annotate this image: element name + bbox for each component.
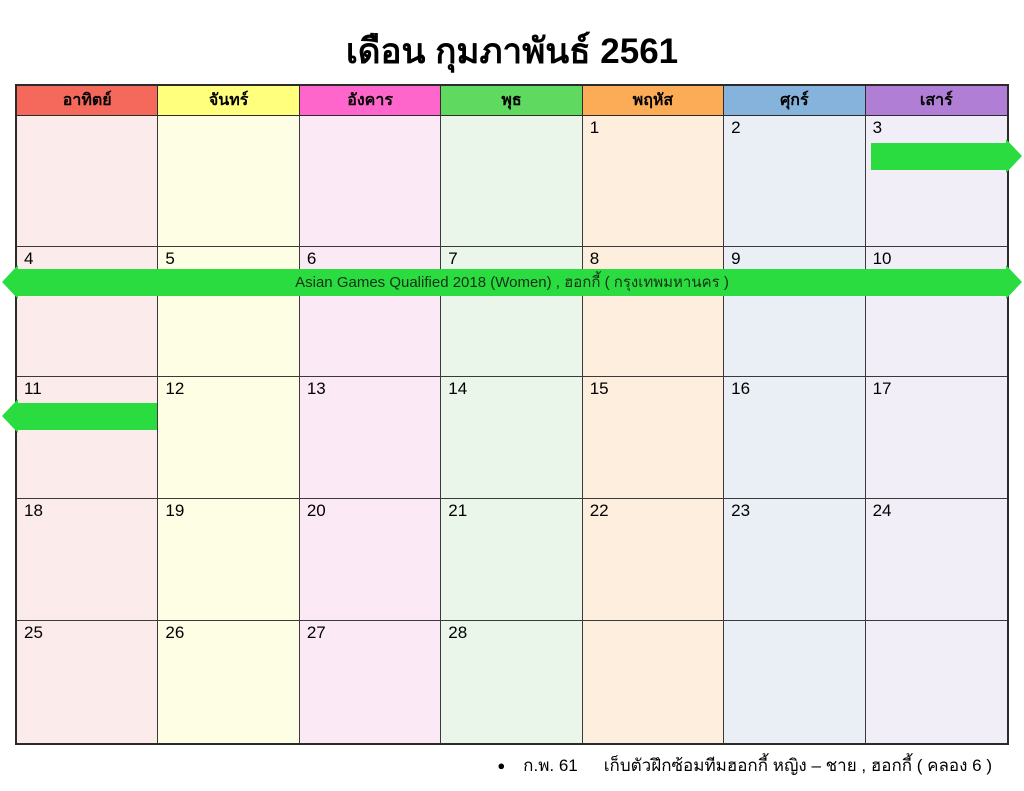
day-cell-13 xyxy=(300,377,441,499)
day-number: 16 xyxy=(731,379,751,398)
day-cell-12 xyxy=(158,377,299,499)
day-cell-17 xyxy=(866,377,1007,499)
day-number: 9 xyxy=(731,249,741,268)
footnote-date: ก.พ. 61 xyxy=(523,756,578,775)
arrow-left-icon xyxy=(2,399,18,433)
event-banner xyxy=(2,265,1022,299)
day-cell-2 xyxy=(724,116,865,247)
day-number: 6 xyxy=(306,249,317,268)
day-cell-26 xyxy=(158,621,299,743)
day-cell-28 xyxy=(441,621,582,743)
day-number: 24 xyxy=(872,501,892,520)
day-number: 19 xyxy=(165,501,185,520)
day-number: 27 xyxy=(306,623,326,642)
day-number: 3 xyxy=(872,118,883,137)
day-cell-20 xyxy=(300,499,441,621)
day-cell-14 xyxy=(441,377,582,499)
event-arrow-bar xyxy=(18,403,157,430)
footnote xyxy=(497,752,992,779)
day-number: 17 xyxy=(872,379,892,398)
day-number: 13 xyxy=(306,379,326,398)
day-number: 26 xyxy=(165,623,185,642)
day-number: 28 xyxy=(448,623,468,642)
day-cell-1 xyxy=(583,116,724,247)
day-number: 5 xyxy=(165,249,175,268)
day-cell-23 xyxy=(724,499,865,621)
day-cell-21 xyxy=(441,499,582,621)
day-header-6: ศุกร์ xyxy=(724,86,865,116)
day-cell-11 xyxy=(17,377,158,499)
day-number: 11 xyxy=(24,379,42,398)
calendar-table xyxy=(15,84,1009,745)
day-number: 21 xyxy=(448,501,468,520)
arrow-right-icon xyxy=(1006,265,1022,299)
day-cell-16 xyxy=(724,377,865,499)
day-header-7: เสาร์ xyxy=(866,86,1007,116)
day-cell-27 xyxy=(300,621,441,743)
day-number: 20 xyxy=(306,501,326,520)
day-cell-empty xyxy=(300,116,441,247)
day-cell-3 xyxy=(866,116,1007,247)
day-cell-19 xyxy=(158,499,299,621)
day-cell-empty xyxy=(17,116,158,247)
footnote-text: เก็บตัวฝึกซ้อมทีมฮอกกี้ หญิง – ชาย , ฮอกกี้ ( คลอง 6 ) xyxy=(603,756,992,775)
day-cell-empty xyxy=(441,116,582,247)
event-arrow-continuation-right xyxy=(871,139,1022,173)
event-banner-bar xyxy=(18,269,1006,296)
day-number: 7 xyxy=(448,249,458,268)
day-cell-empty xyxy=(583,621,724,743)
day-header-1: อาทิตย์ xyxy=(17,86,158,116)
calendar-grid xyxy=(17,86,1007,743)
day-cell-empty xyxy=(158,116,299,247)
day-number: 18 xyxy=(24,501,43,520)
bullet-icon: ● xyxy=(497,758,506,773)
day-cell-22 xyxy=(583,499,724,621)
event-arrow-bar xyxy=(871,143,1006,170)
day-header-5: พฤหัส xyxy=(583,86,724,116)
day-cell-15 xyxy=(583,377,724,499)
day-number: 23 xyxy=(731,501,751,520)
day-header-3: อังคาร xyxy=(300,86,441,116)
day-number: 25 xyxy=(24,623,43,642)
day-number: 1 xyxy=(589,118,600,137)
day-cell-24 xyxy=(866,499,1007,621)
day-number: 15 xyxy=(589,379,609,398)
day-number: 14 xyxy=(448,379,468,398)
day-number: 4 xyxy=(24,249,34,268)
day-header-4: พุธ xyxy=(441,86,582,116)
day-number: 2 xyxy=(731,118,741,137)
page-title: เดือน กุมภาพันธ์ 2561 xyxy=(345,32,679,71)
day-number: 10 xyxy=(872,249,892,268)
day-cell-empty xyxy=(866,621,1007,743)
day-header-2: จันทร์ xyxy=(158,86,299,116)
day-cell-empty xyxy=(724,621,865,743)
day-number: 8 xyxy=(589,249,600,268)
event-arrow-continuation-left xyxy=(2,399,157,433)
day-number: 12 xyxy=(165,379,185,398)
day-number: 22 xyxy=(589,501,609,520)
event-banner-label: Asian Games Qualified 2018 (Women) , ฮอกกี้ ( กรุงเทพมหานคร ) xyxy=(295,274,729,291)
day-cell-18 xyxy=(17,499,158,621)
day-cell-25 xyxy=(17,621,158,743)
arrow-right-icon xyxy=(1006,139,1022,173)
arrow-left-icon xyxy=(2,265,18,299)
